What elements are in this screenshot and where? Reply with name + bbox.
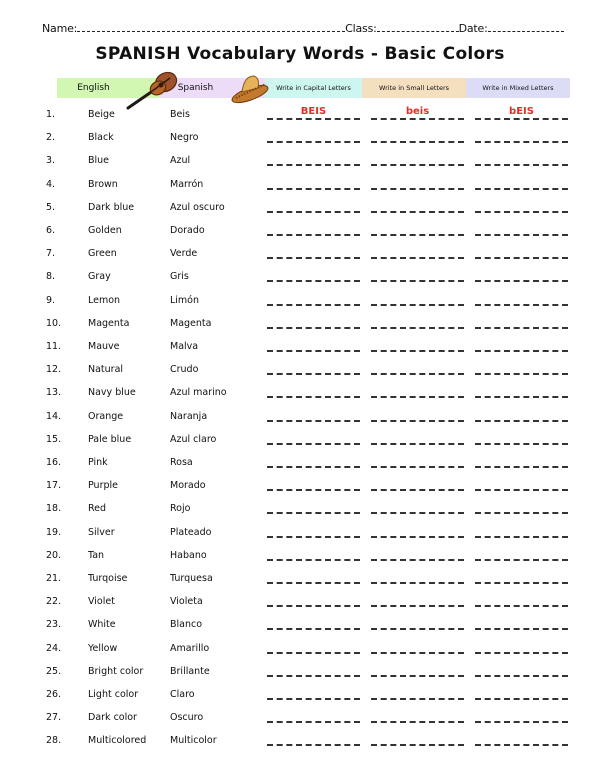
mixed-letters-field[interactable] (475, 176, 568, 190)
spanish-word: Rojo (170, 503, 191, 515)
mixed-letters-field[interactable] (475, 245, 568, 259)
table-row (0, 477, 600, 497)
row-number: 9. (46, 294, 56, 306)
row-number: 2. (46, 132, 56, 144)
table-row (0, 524, 600, 544)
row-number: 19. (46, 526, 62, 538)
english-word: Violet (88, 596, 115, 608)
row-number: 1. (46, 109, 56, 120)
mixed-letters-field[interactable] (475, 709, 568, 723)
capital-letters-field[interactable] (267, 593, 360, 607)
spanish-word: Marrón (170, 178, 204, 190)
column-capital: Write in Capital Letters (265, 78, 362, 98)
small-letters-field[interactable] (371, 663, 464, 677)
english-word: Turqoise (88, 573, 128, 584)
mixed-letters-field[interactable] (475, 292, 568, 306)
small-letters-field[interactable] (371, 709, 464, 723)
capital-letters-field[interactable] (267, 454, 360, 468)
mixed-letters-field[interactable] (475, 129, 568, 143)
spanish-word: Brillante (170, 665, 210, 677)
small-letters-field[interactable] (371, 176, 464, 190)
spanish-word: Turquesa (170, 573, 213, 584)
spanish-word: Azul (170, 155, 191, 167)
mixed-letters-field[interactable] (475, 454, 568, 468)
capital-letters-field[interactable] (267, 384, 360, 398)
english-word: Natural (88, 364, 124, 376)
row-number: 12. (46, 364, 62, 376)
capital-letters-field[interactable] (267, 686, 360, 700)
spanish-word: Naranja (170, 410, 208, 422)
table-row (0, 408, 600, 428)
capital-letters-field[interactable] (267, 315, 360, 329)
row-number: 6. (46, 225, 56, 236)
spanish-word: Magenta (170, 317, 212, 329)
small-letters-field[interactable] (371, 129, 464, 143)
capital-letters-field[interactable] (267, 732, 360, 746)
class-label: Class: (345, 22, 377, 35)
table-row (0, 732, 600, 752)
english-word: Mauve (88, 341, 120, 352)
mixed-letters-field[interactable] (475, 663, 568, 677)
mixed-letters-field[interactable] (475, 431, 568, 445)
spanish-word: Negro (170, 132, 199, 144)
table-row (0, 152, 600, 172)
spanish-word: Malva (170, 341, 199, 352)
english-word: Gray (88, 271, 111, 283)
table-row (0, 315, 600, 335)
row-number: 3. (46, 155, 56, 167)
spanish-word: Morado (170, 480, 206, 492)
table-row (0, 547, 600, 567)
english-word: Red (88, 503, 107, 515)
spanish-word: Oscuro (170, 712, 204, 724)
capital-letters-field[interactable] (267, 500, 360, 514)
table-row (0, 686, 600, 706)
english-word: Blue (88, 155, 110, 167)
spanish-word: Beis (170, 109, 190, 120)
capital-letters-field[interactable] (267, 547, 360, 561)
small-letters-field[interactable] (371, 199, 464, 213)
mixed-letters-field[interactable] (475, 315, 568, 329)
row-number: 20. (46, 549, 62, 561)
capital-letters-field[interactable] (267, 709, 360, 723)
english-word: Multicolored (88, 735, 147, 747)
spanish-word: Limón (170, 294, 200, 306)
row-number: 8. (46, 271, 56, 283)
spanish-word: Rosa (170, 457, 193, 468)
mixed-letters-field[interactable] (475, 384, 568, 398)
capital-letters-field[interactable] (267, 152, 360, 166)
row-number: 25. (46, 665, 62, 677)
row-number: 27. (46, 712, 62, 724)
small-letters-field[interactable] (371, 431, 464, 445)
row-number: 4. (46, 178, 56, 190)
spanish-word: Multicolor (170, 735, 217, 747)
capital-letters-field[interactable] (267, 338, 360, 352)
english-word: Brown (88, 178, 118, 190)
capital-letters-field[interactable] (267, 292, 360, 306)
row-number: 16. (46, 457, 62, 468)
small-letters-field[interactable] (371, 500, 464, 514)
spanish-word: Azul claro (170, 433, 217, 445)
sombrero-icon (228, 70, 272, 106)
capital-letters-field[interactable] (267, 199, 360, 213)
mixed-letters-field[interactable] (475, 686, 568, 700)
small-letters-field[interactable] (371, 222, 464, 236)
english-word: Pale blue (88, 433, 132, 445)
english-word: Pink (88, 457, 108, 468)
row-number: 14. (46, 410, 62, 422)
small-letters-field[interactable] (371, 384, 464, 398)
english-word: Dark color (88, 712, 137, 724)
spanish-word: Azul oscuro (170, 201, 225, 213)
mixed-letters-field[interactable] (475, 222, 568, 236)
table-row (0, 106, 600, 126)
column-mixed: Write in Mixed Letters (466, 78, 570, 98)
table-row (0, 292, 600, 312)
table-row (0, 640, 600, 660)
english-word: Dark blue (88, 201, 135, 213)
english-word: White (88, 619, 116, 631)
mixed-letters-field[interactable] (475, 616, 568, 630)
small-letters-field[interactable] (371, 315, 464, 329)
table-row (0, 570, 600, 590)
small-letters-field[interactable] (371, 686, 464, 700)
date-field[interactable] (488, 22, 564, 32)
table-row (0, 245, 600, 265)
english-word: Purple (88, 480, 119, 492)
row-number: 23. (46, 619, 62, 631)
mixed-letters-field[interactable] (475, 640, 568, 654)
spanish-word: Violeta (170, 596, 203, 608)
row-number: 21. (46, 573, 62, 584)
spanish-word: Verde (170, 248, 198, 260)
capital-letters-field[interactable] (267, 176, 360, 190)
name-label: Name: (42, 22, 78, 35)
capital-letters-field[interactable] (267, 640, 360, 654)
student-info-line (42, 22, 572, 35)
small-letters-field[interactable] (371, 616, 464, 630)
table-row (0, 199, 600, 219)
column-spanish-label: Spanish (177, 83, 214, 93)
small-letters-field[interactable] (371, 152, 464, 166)
small-letters-field[interactable] (371, 524, 464, 538)
small-letters-field[interactable] (371, 477, 464, 491)
row-number: 5. (46, 201, 56, 213)
row-number: 24. (46, 642, 62, 654)
english-word: Light color (88, 689, 139, 700)
mixed-letters-field[interactable] (475, 408, 568, 422)
capital-letters-field[interactable] (267, 570, 360, 584)
english-word: Bright color (88, 665, 144, 677)
english-word: Black (88, 132, 114, 144)
table-row (0, 129, 600, 149)
spanish-word: Habano (170, 549, 207, 561)
english-word: Lemon (88, 294, 121, 306)
mixed-letters-field[interactable] (475, 732, 568, 746)
english-word: Magenta (88, 317, 130, 329)
spanish-word: Amarillo (170, 642, 210, 654)
small-letters-field[interactable] (371, 593, 464, 607)
row-number: 13. (46, 387, 62, 399)
capital-letters-field[interactable] (267, 222, 360, 236)
english-word: Yellow (88, 642, 118, 654)
mixed-letters-field[interactable] (475, 477, 568, 491)
capital-letters-field[interactable] (267, 268, 360, 282)
small-letters-field[interactable] (371, 245, 464, 259)
row-number: 18. (46, 503, 62, 515)
table-row (0, 500, 600, 520)
row-number: 7. (46, 248, 56, 260)
small-letters-field[interactable] (371, 570, 464, 584)
column-small: Write in Small Letters (362, 78, 466, 98)
small-letters-field[interactable] (371, 732, 464, 746)
table-row (0, 663, 600, 683)
table-row (0, 361, 600, 381)
table-row (0, 593, 600, 613)
table-row (0, 709, 600, 729)
english-word: Golden (88, 225, 122, 236)
table-row (0, 222, 600, 242)
capital-letters-field[interactable] (267, 663, 360, 677)
mixed-letters-field[interactable] (475, 500, 568, 514)
row-number: 15. (46, 433, 62, 445)
english-word: Orange (88, 410, 124, 422)
row-number: 11. (46, 341, 62, 352)
small-letters-field[interactable] (371, 454, 464, 468)
table-row (0, 268, 600, 288)
small-letters-field[interactable] (371, 292, 464, 306)
class-field[interactable] (377, 22, 459, 32)
mixed-letters-field[interactable] (475, 570, 568, 584)
capital-letters-field[interactable] (267, 408, 360, 422)
small-letters-field[interactable] (371, 361, 464, 375)
capital-letters-field[interactable] (267, 129, 360, 143)
page-title: SPANISH Vocabulary Words - Basic Colors (95, 44, 505, 64)
row-number: 17. (46, 480, 62, 492)
row-number: 28. (46, 735, 62, 747)
row-number: 26. (46, 689, 62, 700)
small-letters-field[interactable] (371, 338, 464, 352)
spanish-word: Dorado (170, 225, 205, 236)
small-letters-field[interactable] (371, 640, 464, 654)
row-number: 10. (46, 317, 62, 329)
mixed-letters-field[interactable] (475, 152, 568, 166)
name-field[interactable] (77, 22, 345, 32)
small-letters-field[interactable]: beis (371, 106, 464, 120)
mixed-letters-field[interactable] (475, 199, 568, 213)
table-row (0, 384, 600, 404)
capital-letters-field[interactable] (267, 361, 360, 375)
table-row (0, 176, 600, 196)
mixed-letters-field[interactable] (475, 361, 568, 375)
english-word: Silver (88, 526, 115, 538)
column-english-label: English (77, 83, 110, 93)
small-letters-field[interactable] (371, 547, 464, 561)
spanish-word: Plateado (170, 526, 212, 538)
table-row (0, 616, 600, 636)
spanish-word: Azul marino (170, 387, 227, 399)
spanish-word: Claro (170, 689, 195, 700)
capital-letters-field[interactable] (267, 616, 360, 630)
mixed-letters-field[interactable] (475, 268, 568, 282)
capital-letters-field[interactable] (267, 477, 360, 491)
small-letters-field[interactable] (371, 268, 464, 282)
row-number: 22. (46, 596, 62, 608)
spanish-word: Crudo (170, 364, 199, 376)
capital-letters-field[interactable] (267, 431, 360, 445)
mixed-letters-field[interactable]: bEIS (475, 106, 568, 120)
english-word: Navy blue (88, 387, 136, 399)
table-row (0, 338, 600, 358)
mixed-letters-field[interactable] (475, 593, 568, 607)
mixed-letters-field[interactable] (475, 338, 568, 352)
capital-letters-field[interactable]: BEIS (267, 106, 360, 120)
mixed-letters-field[interactable] (475, 524, 568, 538)
small-letters-field[interactable] (371, 408, 464, 422)
english-word: Tan (88, 549, 105, 561)
english-word: Beige (88, 109, 115, 120)
spanish-word: Blanco (170, 619, 203, 631)
mixed-letters-field[interactable] (475, 547, 568, 561)
date-label: Date: (458, 22, 488, 35)
capital-letters-field[interactable] (267, 524, 360, 538)
table-row (0, 454, 600, 474)
english-word: Green (88, 248, 117, 260)
capital-letters-field[interactable] (267, 245, 360, 259)
table-row (0, 431, 600, 451)
spanish-word: Gris (170, 271, 189, 283)
